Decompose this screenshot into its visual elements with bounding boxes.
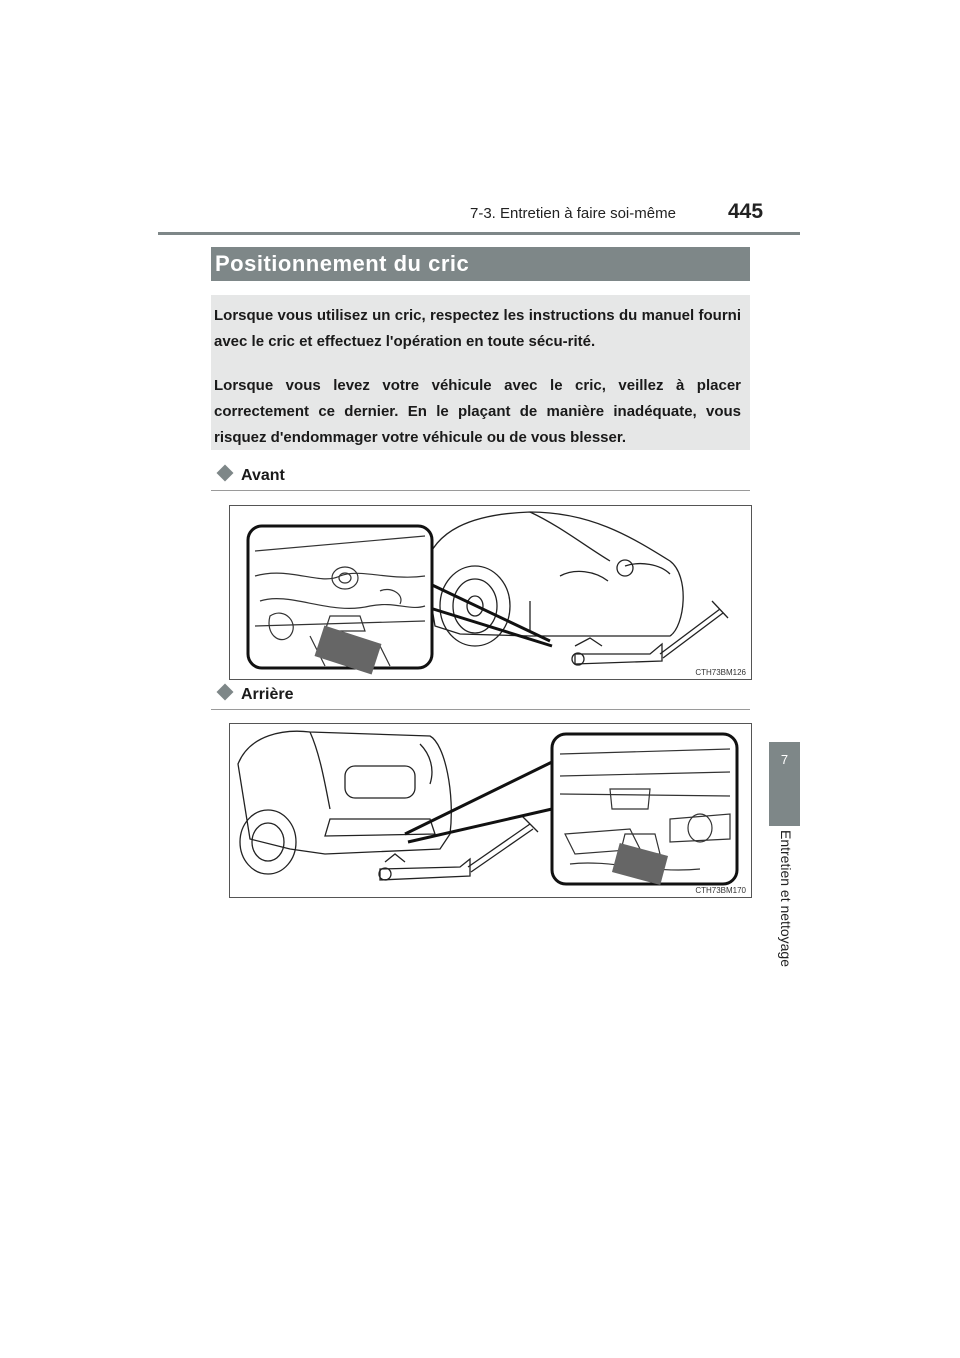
front-figure-code: CTH73BM126 [695,668,746,677]
diamond-bullet-icon [217,684,234,701]
front-heading-rule [211,490,750,491]
section-title: Positionnement du cric [215,251,470,276]
chapter-tab [769,742,800,826]
front-heading [219,467,285,485]
rear-heading-label: Arrière [241,686,294,703]
header-section-title: 7-3. Entretien à faire soi-même [470,205,676,222]
intro-paragraph-1: Lorsque vous utilisez un cric, respectez les instructions du manuel fourni avec le cric et effectuez l'opération en toute sécu-rité. [214,307,741,350]
intro-box [211,295,750,450]
intro-paragraph-2: Lorsque vous levez votre véhicule avec le cric, veillez à placer correctement ce dernier. En le plaçant de manière inadéquate, vous risquez d'endommager votre véhicule ou de vous blesser. [214,377,741,446]
chapter-number: 7 [780,752,789,767]
section-title-bar [211,247,750,281]
diamond-bullet-icon [217,465,234,482]
front-heading-label: Avant [241,467,285,484]
header-rule [158,232,800,235]
chapter-title: Entretien et nettoyage [778,830,794,967]
rear-heading [219,686,293,704]
page-number: 445 [728,200,764,223]
chapter-title-container [770,830,800,990]
front-jack-figure [229,505,752,680]
rear-jack-figure [229,723,752,898]
rear-jack-illustration [230,724,751,897]
rear-heading-rule [211,709,750,710]
rear-figure-code: CTH73BM170 [695,886,746,895]
front-jack-illustration [230,506,751,679]
